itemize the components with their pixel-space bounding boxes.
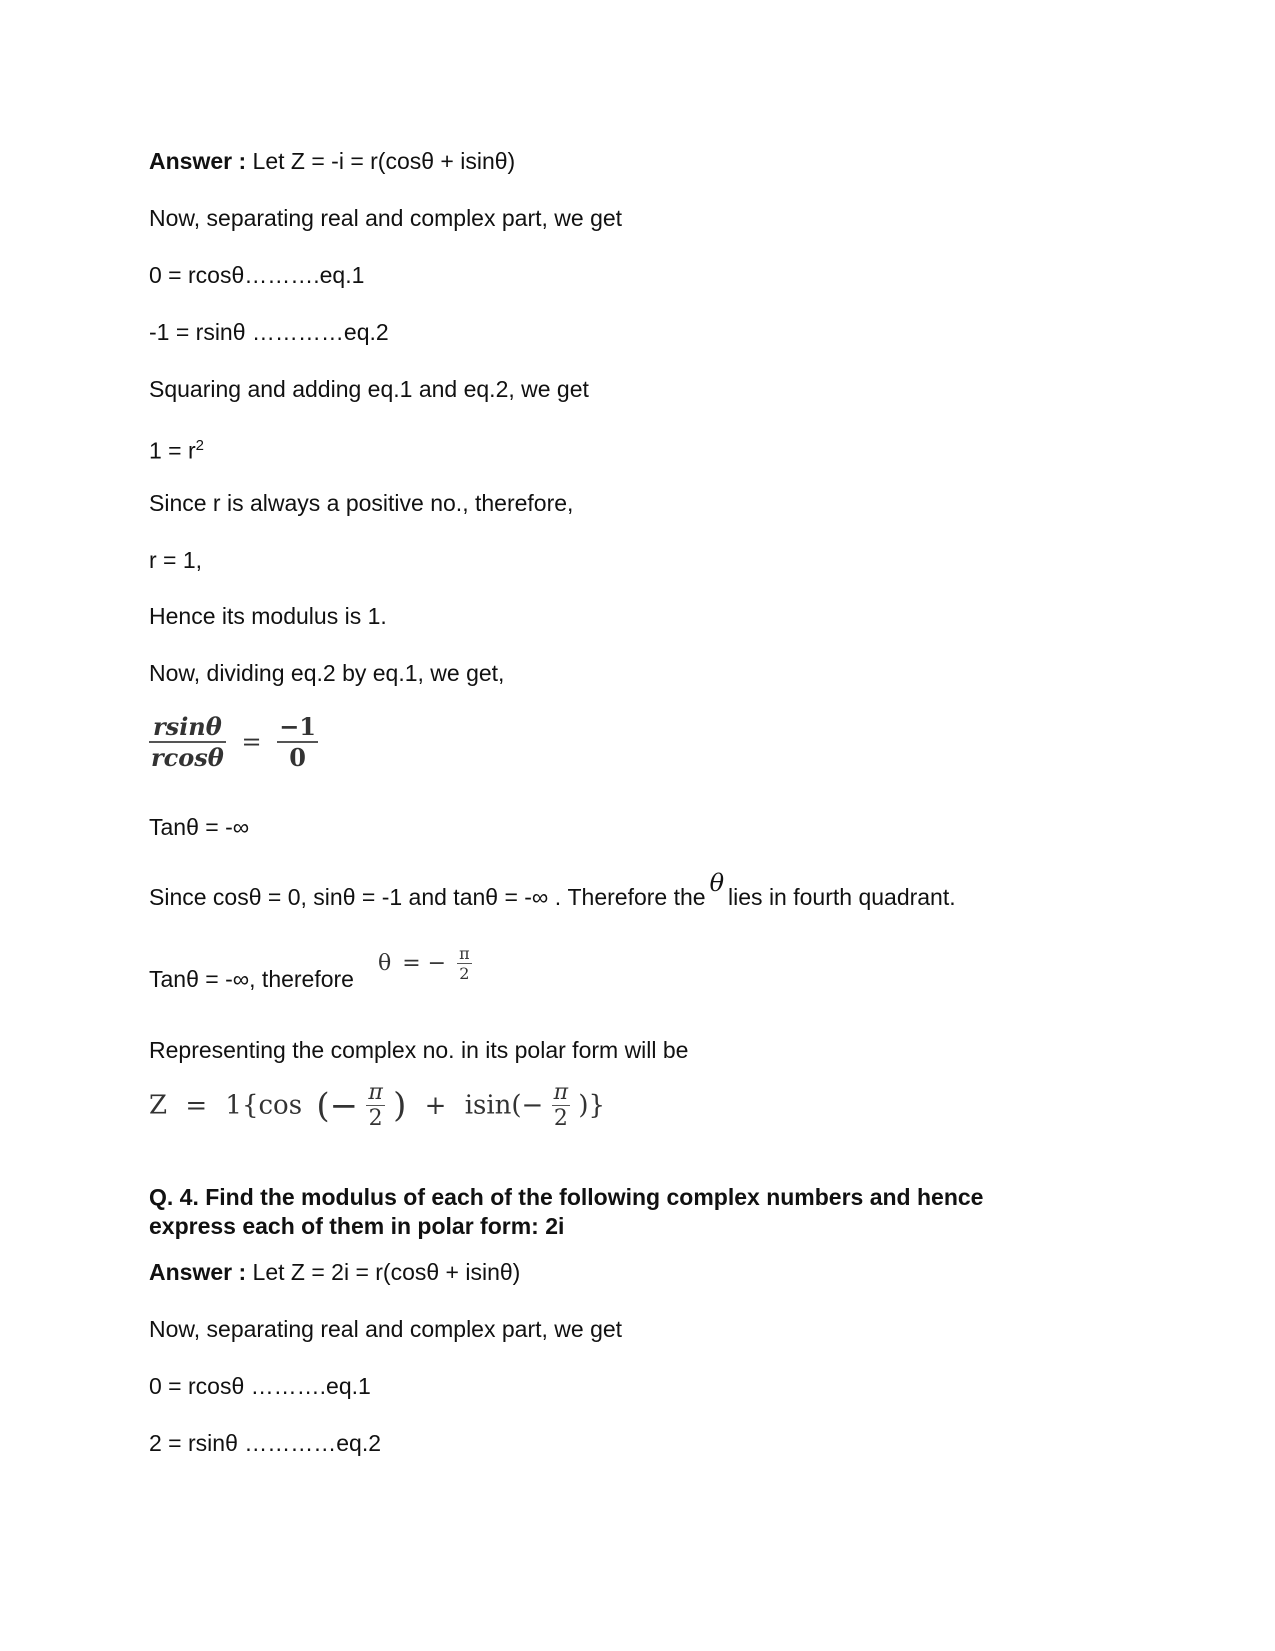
equals-sign: = (185, 1090, 208, 1121)
superscript: 2 (195, 437, 205, 454)
fraction (457, 944, 472, 983)
fraction (149, 712, 226, 772)
text-line: Representing the complex no. in its polar form will be (149, 1037, 689, 1063)
text-segment: lies in fourth quadrant. (728, 884, 956, 910)
equation-line: -1 = rsinθ …………eq.2 (149, 319, 389, 345)
equation-line (149, 431, 204, 466)
equation-lhs: θ (378, 951, 392, 976)
equation-lhs: Z (149, 1090, 168, 1121)
denominator: rcosθ (151, 743, 224, 772)
text-line: r = 1, (149, 547, 203, 573)
equation-operator: = − (402, 951, 447, 976)
isin-term: isin(− (464, 1090, 544, 1121)
denominator: 2 (457, 963, 472, 983)
text-line: Tanθ = -∞, therefore (149, 966, 354, 992)
closing-brace: )} (578, 1090, 606, 1121)
answer-line-1 (149, 146, 515, 176)
text-line: Hence its modulus is 1. (149, 603, 387, 629)
equals-sign: = (241, 728, 262, 756)
coefficient: 1{cos (225, 1090, 303, 1121)
equation-line: 0 = rcosθ……….eq.1 (149, 262, 365, 288)
fraction (366, 1080, 384, 1131)
theta-equation (378, 944, 472, 983)
open-paren: (− (316, 1085, 359, 1126)
denominator: 2 (552, 1105, 570, 1131)
question-title: Q. 4. Find the modulus of each of the following complex numbers and hence express each of them in polar form: 2i (149, 1184, 984, 1239)
close-paren: ) (393, 1085, 407, 1126)
theta-symbol: θ (709, 869, 725, 897)
numerator: π (459, 944, 470, 963)
numerator: −1 (279, 712, 316, 741)
text-line (149, 869, 956, 912)
answer-text: Let Z = -i = r(cosθ + isinθ) (246, 148, 516, 174)
text-line: Since r is always a positive no., therefore, (149, 490, 574, 516)
text-line: Now, separating real and complex part, we get (149, 1316, 623, 1342)
polar-form-equation (149, 1080, 605, 1131)
equation-base: 1 = r (149, 437, 196, 464)
denominator: 2 (366, 1105, 384, 1131)
fraction (552, 1080, 570, 1131)
text-segment: Since cosθ = 0, sinθ = -1 and tanθ = -∞ . Therefore the (149, 884, 706, 910)
numerator: π (553, 1080, 569, 1105)
text-line: Now, separating real and complex part, we get (149, 205, 623, 231)
text-line: Squaring and adding eq.1 and eq.2, we get (149, 376, 589, 402)
answer-label: Answer : (149, 148, 247, 174)
answer-label: Answer : (149, 1259, 247, 1285)
denominator: 0 (277, 741, 318, 772)
numerator: rsinθ (153, 712, 222, 741)
equation-line: Tanθ = -∞ (149, 814, 250, 840)
equation-line: 0 = rcosθ ……….eq.1 (149, 1373, 371, 1399)
fraction-equation (149, 712, 318, 772)
text-line: Now, dividing eq.2 by eq.1, we get, (149, 660, 505, 686)
fraction (277, 712, 318, 772)
answer-text: Let Z = 2i = r(cosθ + isinθ) (246, 1259, 521, 1285)
answer-line-2 (149, 1257, 520, 1287)
equation-line: 2 = rsinθ …………eq.2 (149, 1430, 382, 1456)
plus-sign: + (424, 1090, 447, 1121)
numerator: π (368, 1080, 383, 1105)
